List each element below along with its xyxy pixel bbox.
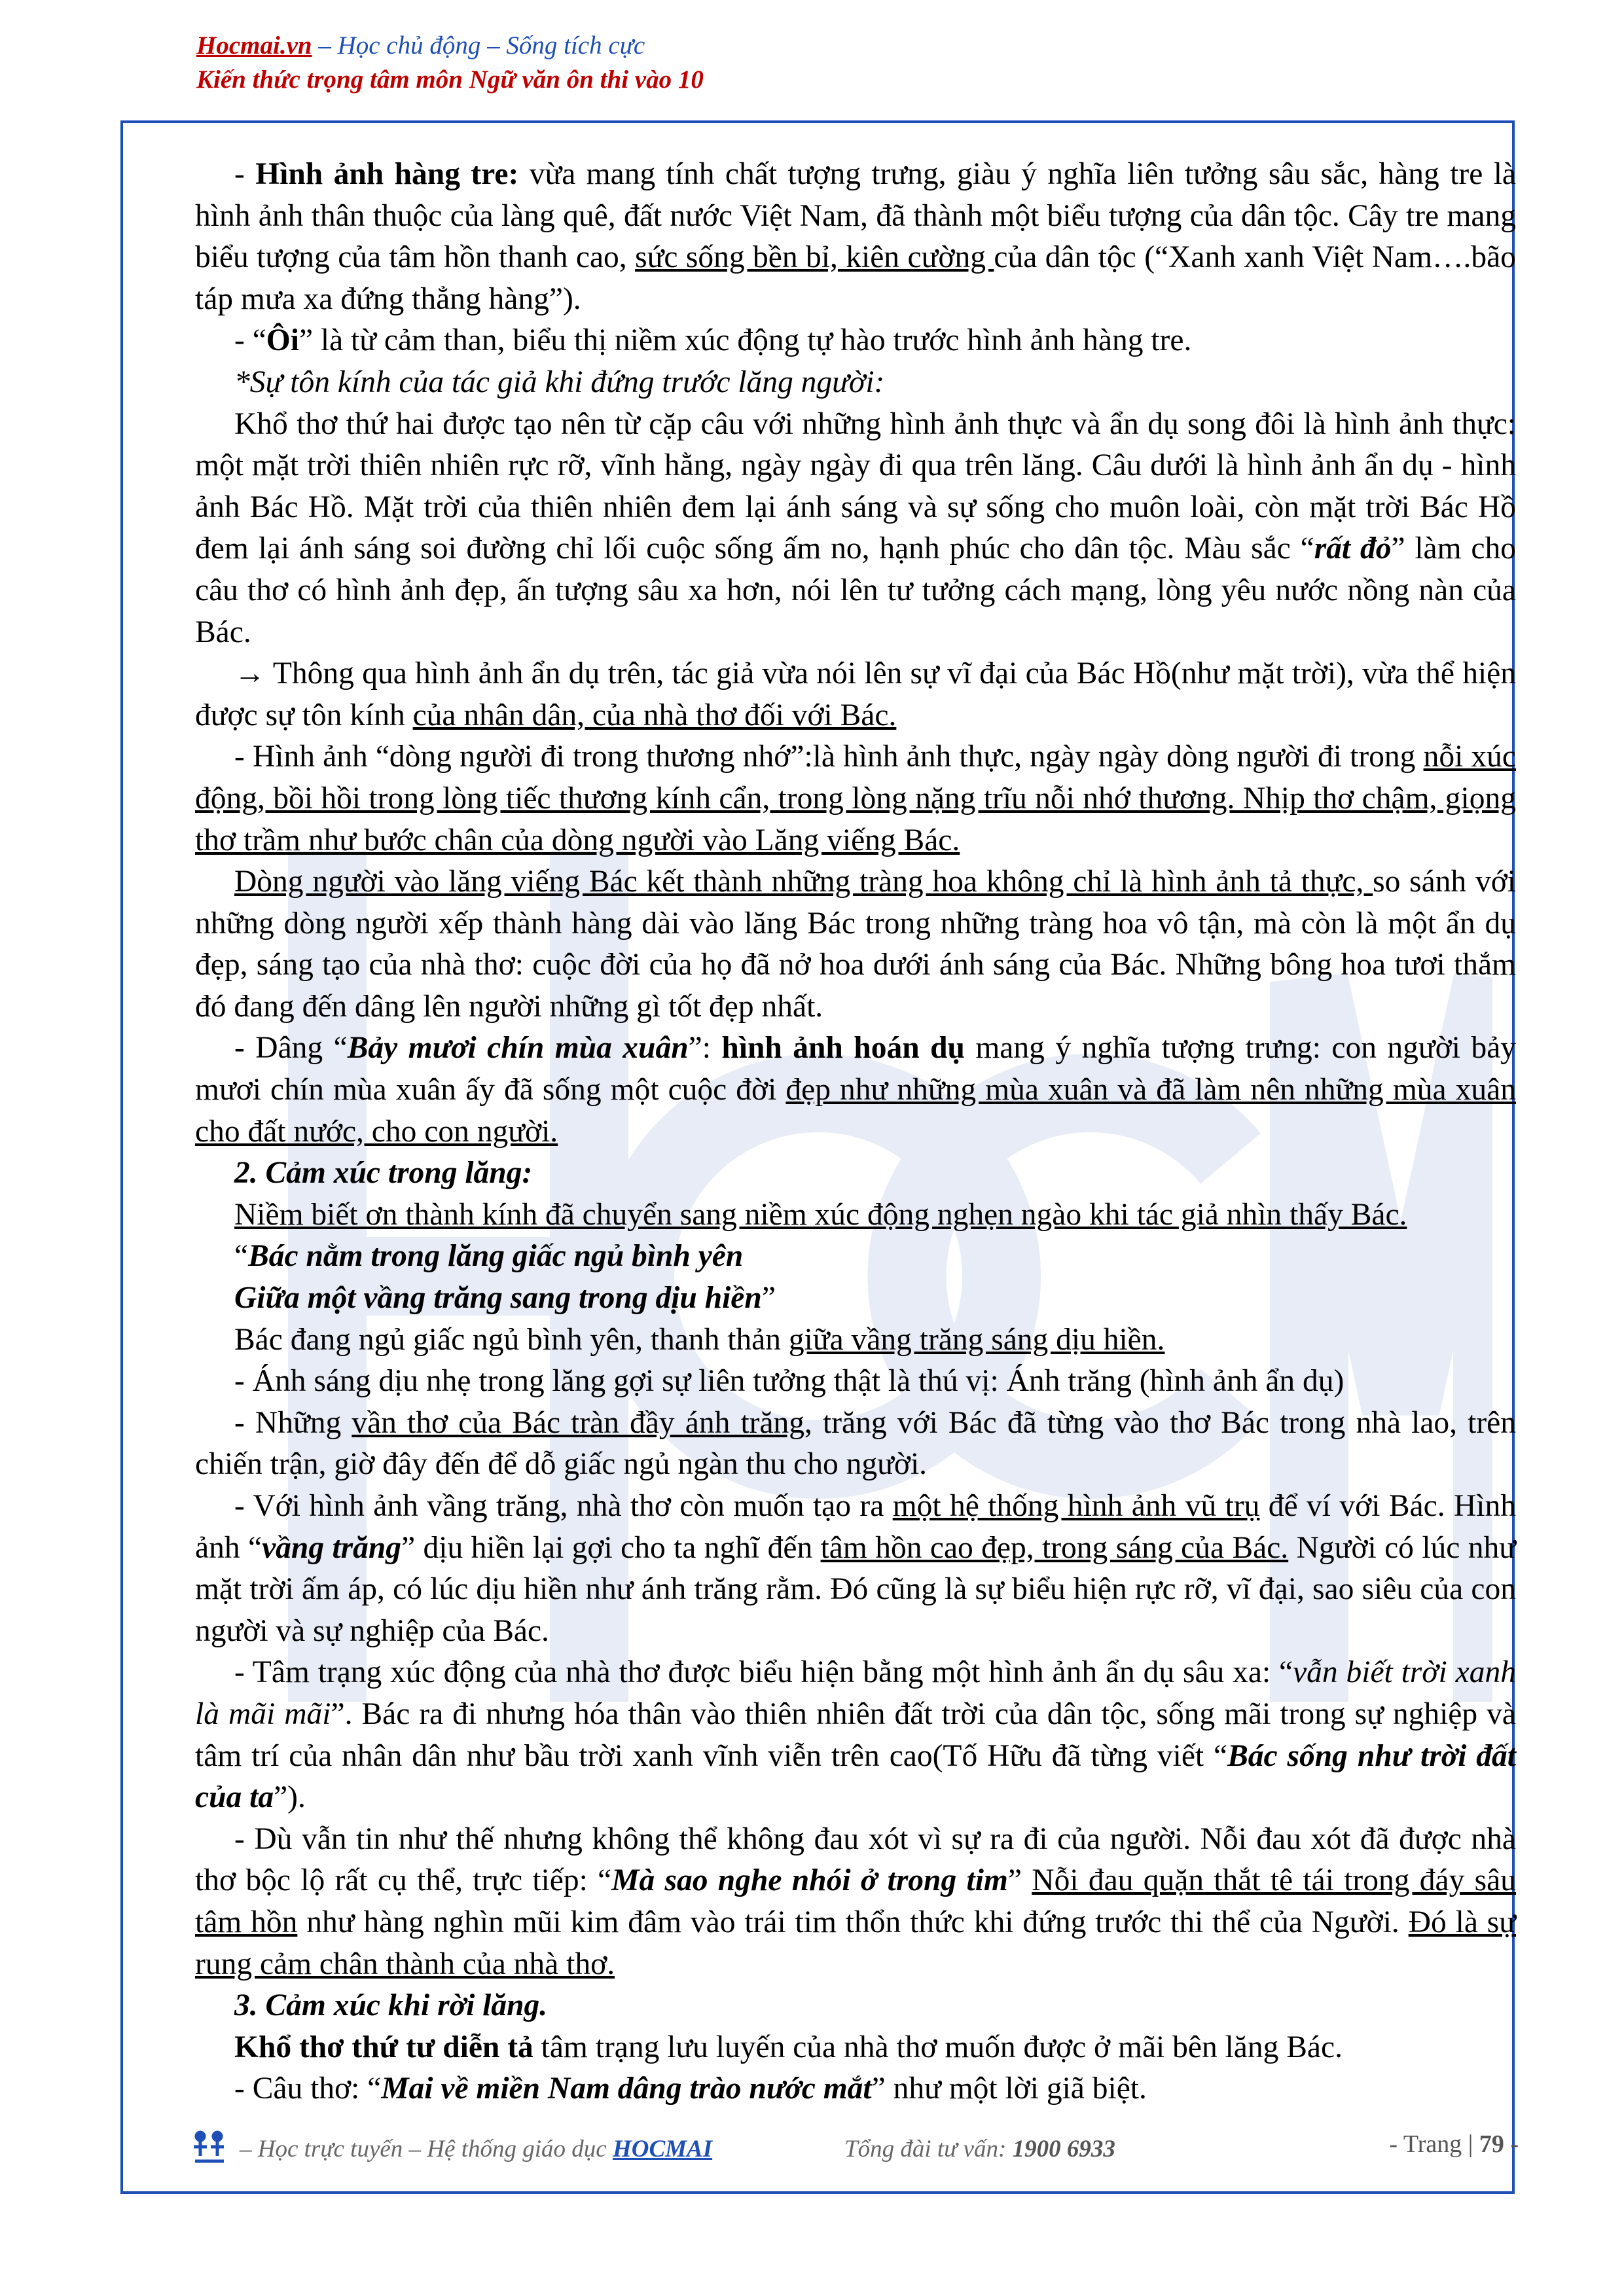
hotline-label: Tổng đài tư vấn: — [844, 2136, 1013, 2162]
underlined-text: Nỗi đau quặn thắt tê tái trong đáy sâu tâm hồn — [195, 1863, 1516, 1939]
hocmai-logo-icon — [190, 2130, 229, 2166]
underlined-text: sức sống bền bỉ, kiên cường — [635, 240, 994, 275]
text: - Dâng “ — [234, 1031, 348, 1066]
paragraph-trang-hoa — [195, 861, 1516, 1028]
underlined-text: giữa vầng trăng sáng dịu hiền. — [788, 1322, 1165, 1357]
text: - Ánh sáng dịu nhẹ trong lăng gợi sự liên tưởng thật là thú vị: Ánh trăng (hình ảnh ẩn dụ) — [234, 1364, 1344, 1399]
underlined-text: Đó là sự rung cảm chân thành của nhà thơ. — [195, 1905, 1517, 1981]
paragraph-vang-trang — [195, 1486, 1516, 1652]
hocmai-link[interactable]: HOCMAI — [612, 2136, 713, 2162]
paragraph-oi: - “Ôi” là từ cảm than, biểu thị niềm xúc động tự hào trước hình ảnh hàng tre. — [234, 323, 1192, 358]
bold-italic-text: vầng trăng — [262, 1530, 402, 1565]
section-heading: 2. Cảm xúc trong lăng: — [234, 1156, 533, 1191]
text: tâm trạng lưu luyến của nhà thơ muốn được ở mãi bên lăng Bác. — [533, 2030, 1343, 2064]
page-suffix: - — [1504, 2130, 1519, 2158]
paragraph-troi-xanh — [195, 1652, 1516, 1818]
paragraph-kho-tho-thu-tu — [195, 2027, 1516, 2069]
underlined-text: vần thơ của Bác tràn đầy ánh trăng — [352, 1405, 805, 1440]
text: ” là từ cảm than, biểu thị niềm xúc động tự hào trước hình ảnh hàng tre. — [298, 323, 1192, 358]
paragraph-kho-tho-thu-hai — [195, 404, 1516, 654]
text: , trăng với Bác đã từng vào thơ Bác trong nhà lao, trên chiến trận, giờ đây đến để dỗ giấc ngủ ngàn thu cho người. — [195, 1405, 1516, 1482]
section-heading: 3. Cảm xúc khi rời lăng. — [234, 1988, 548, 2023]
heading-cam-xuc-khi-roi-lang — [195, 1985, 1516, 2027]
paragraph-giac-ngu — [195, 1319, 1516, 1361]
text: ”: — [688, 1031, 722, 1066]
paragraph-thong-qua — [195, 653, 1516, 736]
heading-cam-xuc-trong-lang — [195, 1153, 1516, 1194]
paragraph-anh-sang — [195, 1361, 1516, 1403]
text: Thông qua hình ảnh ẩn dụ trên, tác giả vừa nói lên sự vĩ đại của Bác Hồ(như mặt trời), vừa thể hiện được sự tôn kính — [195, 656, 1516, 732]
bold-italic-text: rất đỏ — [1314, 531, 1392, 566]
text: - Với hình ảnh vầng trăng, nhà thơ còn muốn tạo ra — [234, 1489, 893, 1523]
paragraph-cau-tho — [195, 2068, 1516, 2110]
bold-italic-text: Mai về miền Nam dâng trào nước mắt — [381, 2072, 872, 2106]
text: Khổ thơ thứ hai được tạo nên từ cặp câu với những hình ảnh thực và ẩn dụ song đôi là hình ảnh thực: một mặt trời thiên nhiên rực rỡ, vĩnh hằng, ngày ngày đi qua trên lăng. Câu dưới là hình ảnh ẩn dụ - hình ảnh Bác Hồ. Mặt trời của thiên nhiên đem lại ánh sáng và sự sống cho muôn loài, còn mặt trời Bác Hồ đem lại ánh sáng soi đường chỉ lối cuộc sống ấm no, hạnh phúc cho dân tộc. Màu sắc “ — [195, 406, 1516, 566]
text: ” dịu hiền lại gợi cho ta nghĩ đến — [401, 1530, 821, 1565]
text: - Câu thơ: “ — [234, 2072, 382, 2106]
bold-italic-text: Bác sống như trời đất của ta — [195, 1738, 1517, 1815]
document-body — [195, 154, 1516, 2110]
underlined-text: nỗi xúc động, bồi hồi trong lòng tiếc thương kính cẩn, trong lòng nặng trĩu nỗi nhớ thương. Nhịp thơ chậm, giọng thơ trầm như bước chân của dòng người vào Lăng viếng Bác. — [195, 740, 1516, 857]
paragraph-dong-nguoi — [195, 736, 1516, 861]
text: như hàng nghìn mũi kim đâm vào trái tim thổn thức khi đứng trước thi thể của Người. — [297, 1905, 1409, 1939]
footer-hotline — [844, 2135, 1115, 2163]
text: để ví với Bác. Hình ảnh “ — [195, 1489, 1516, 1565]
arrow-icon: → — [234, 656, 266, 691]
underlined-text: của nhân dân, của nhà thơ đối với Bác. — [412, 698, 897, 732]
poem-line-2: Giữa một vầng trăng sang trong dịu hiền” — [234, 1281, 776, 1316]
page-number-value: 79 — [1479, 2130, 1504, 2158]
poem-line-1: “Bác nằm trong lăng giấc ngủ bình yên — [234, 1239, 744, 1274]
underlined-text: đẹp như những mùa xuân và đã làm nên những mùa xuân cho đất nước, cho con người. — [195, 1073, 1516, 1149]
page-prefix: - Trang | — [1389, 2130, 1479, 2158]
bold-italic-text: Bảy mươi chín mùa xuân — [347, 1031, 689, 1066]
text: - Tâm trạng xúc động của nhà thơ được biểu hiện bằng một hình ảnh ẩn dụ sâu xa: “ — [234, 1655, 1293, 1690]
text: ” — [1007, 1863, 1032, 1898]
page-header — [196, 29, 704, 97]
label-hinh-anh-hang-tre: Hình ảnh hàng tre: — [255, 157, 519, 191]
bold-text: hình ảnh hoán dụ — [721, 1031, 965, 1066]
subheading-su-ton-kinh — [195, 362, 1516, 404]
header-slogan: – Học chủ động – Sống tích cực — [312, 31, 645, 60]
paragraph-van-tho — [195, 1403, 1516, 1486]
text: ” như một lời giã biệt. — [871, 2072, 1147, 2106]
text: - Những — [234, 1405, 352, 1440]
bold-italic-text: Mà sao nghe nhói ở trong tim — [611, 1863, 1008, 1898]
footer-text: – Học trực tuyến – Hệ thống giáo dục — [240, 2136, 613, 2162]
text: so sánh với những dòng người xếp thành hàng dài vào lăng Bác trong những tràng hoa vô tận, mà còn là một ẩn dụ đẹp, sáng tạo của nhà thơ: cuộc đời của họ đã nở hoa dưới ánh sáng của Bác. Những bông hoa tươi thắm đó đang đến dâng lên người những gì tốt đẹp nhất. — [195, 865, 1517, 1024]
underlined-text: Niềm biết ơn thành kính đã chuyển sang niềm xúc động nghẹn ngào khi tác giả nhìn thấy Bác. — [234, 1197, 1407, 1232]
hotline-number: 1900 6933 — [1012, 2136, 1115, 2162]
paragraph-niem-biet-on — [195, 1194, 1516, 1236]
text: mang ý nghĩa tượng trưng: con người bảy mươi chín mùa xuân ấy đã sống một cuộc đời — [195, 1031, 1517, 1107]
text: - Hình ảnh “dòng người đi trong thương nhớ”:là hình ảnh thực, ngày ngày dòng người đi trong — [234, 740, 1424, 774]
paragraph-hang-tre: - Hình ảnh hàng tre: vừa mang tính chất tượng trưng, giàu ý nghĩa liên tưởng sâu sắc, hàng tre là hình ảnh thân thuộc của làng quê, đất nước Việt Nam, đã thành một biểu tượng của dân tộc. Cây tre mang biểu tượng của tâm hồn thanh cao, sức sống bền bỉ, kiên cường của dân tộc (“Xanh xanh Việt Nam….bão táp mưa xa đứng thẳng hàng”). — [195, 157, 1516, 316]
italic-text: vẫn biết trời xanh là mãi mãi — [195, 1655, 1517, 1731]
paragraph-dau-xot — [195, 1819, 1516, 1985]
text: của dân tộc (“Xanh xanh Việt Nam….bão táp mưa xa đứng thẳng hàng”). — [195, 240, 1516, 316]
poem-text: Bác nằm trong lăng giấc ngủ bình yên — [248, 1239, 744, 1274]
site-link[interactable]: Hocmai.vn — [196, 31, 312, 60]
bold-word: Ôi — [266, 323, 299, 358]
text: ” làm cho câu thơ có hình ảnh đẹp, ấn tượng sâu xa hơn, nói lên tư tưởng cách mạng, lòng yêu nước nồng nàn của Bác. — [195, 531, 1516, 649]
italic-text: *Sự tôn kính của tác giả khi đứng trước lăng người: — [234, 365, 885, 399]
page-footer — [190, 2127, 1519, 2186]
text: ”). — [274, 1780, 306, 1815]
poem-text: Giữa một vầng trăng sang trong dịu hiền — [234, 1281, 762, 1316]
footer-tagline — [240, 2135, 712, 2163]
bold-text: Khổ thơ thứ tư diễn tả — [234, 2030, 533, 2064]
text: Người có lúc như mặt trời ấm áp, có lúc dịu hiền như ánh trăng rằm. Đó cũng là sự biểu hiện rực rỡ, vĩ đại, sao siêu của con người và sự nghiệp của Bác. — [195, 1530, 1516, 1648]
underlined-text: Dòng người vào lăng viếng Bác kết thành những tràng hoa không chỉ là hình ảnh tả thực, — [234, 865, 1373, 899]
text: vừa mang tính chất tượng trưng, giàu ý nghĩa liên tưởng sâu sắc, hàng tre là hình ảnh thân thuộc của làng quê, đất nước Việt Nam, đã thành một biểu tượng của dân tộc. Cây tre mang biểu tượng của tâm hồn thanh cao, — [195, 157, 1516, 275]
header-subtitle: Kiến thức trọng tâm môn Ngữ văn ôn thi vào 10 — [196, 65, 704, 94]
text: Bác đang ngủ giấc ngủ bình yên, thanh thản — [234, 1322, 789, 1357]
header-line-1 — [196, 29, 704, 63]
page-number — [1389, 2130, 1519, 2159]
paragraph-bay-muoi-chin — [195, 1028, 1516, 1153]
underlined-text: tâm hồn cao đẹp, trong sáng của Bác. — [820, 1530, 1289, 1565]
text: ”. Bác ra đi nhưng hóa thân vào thiên nhiên đất trời của dân tộc, sống mãi trong sự nghiệp và tâm trí của nhân dân như bầu trời xanh vĩnh viễn trên cao(Tố Hữu đã từng viết “ — [195, 1696, 1516, 1773]
text: - Dù vẫn tin như thế nhưng không thể không đau xót vì sự ra đi của người. Nỗi đau xót đã được nhà thơ bộc lộ rất cụ thể, trực tiếp: “ — [195, 1821, 1516, 1898]
underlined-text: một hệ thống hình ảnh vũ trụ — [892, 1489, 1260, 1523]
